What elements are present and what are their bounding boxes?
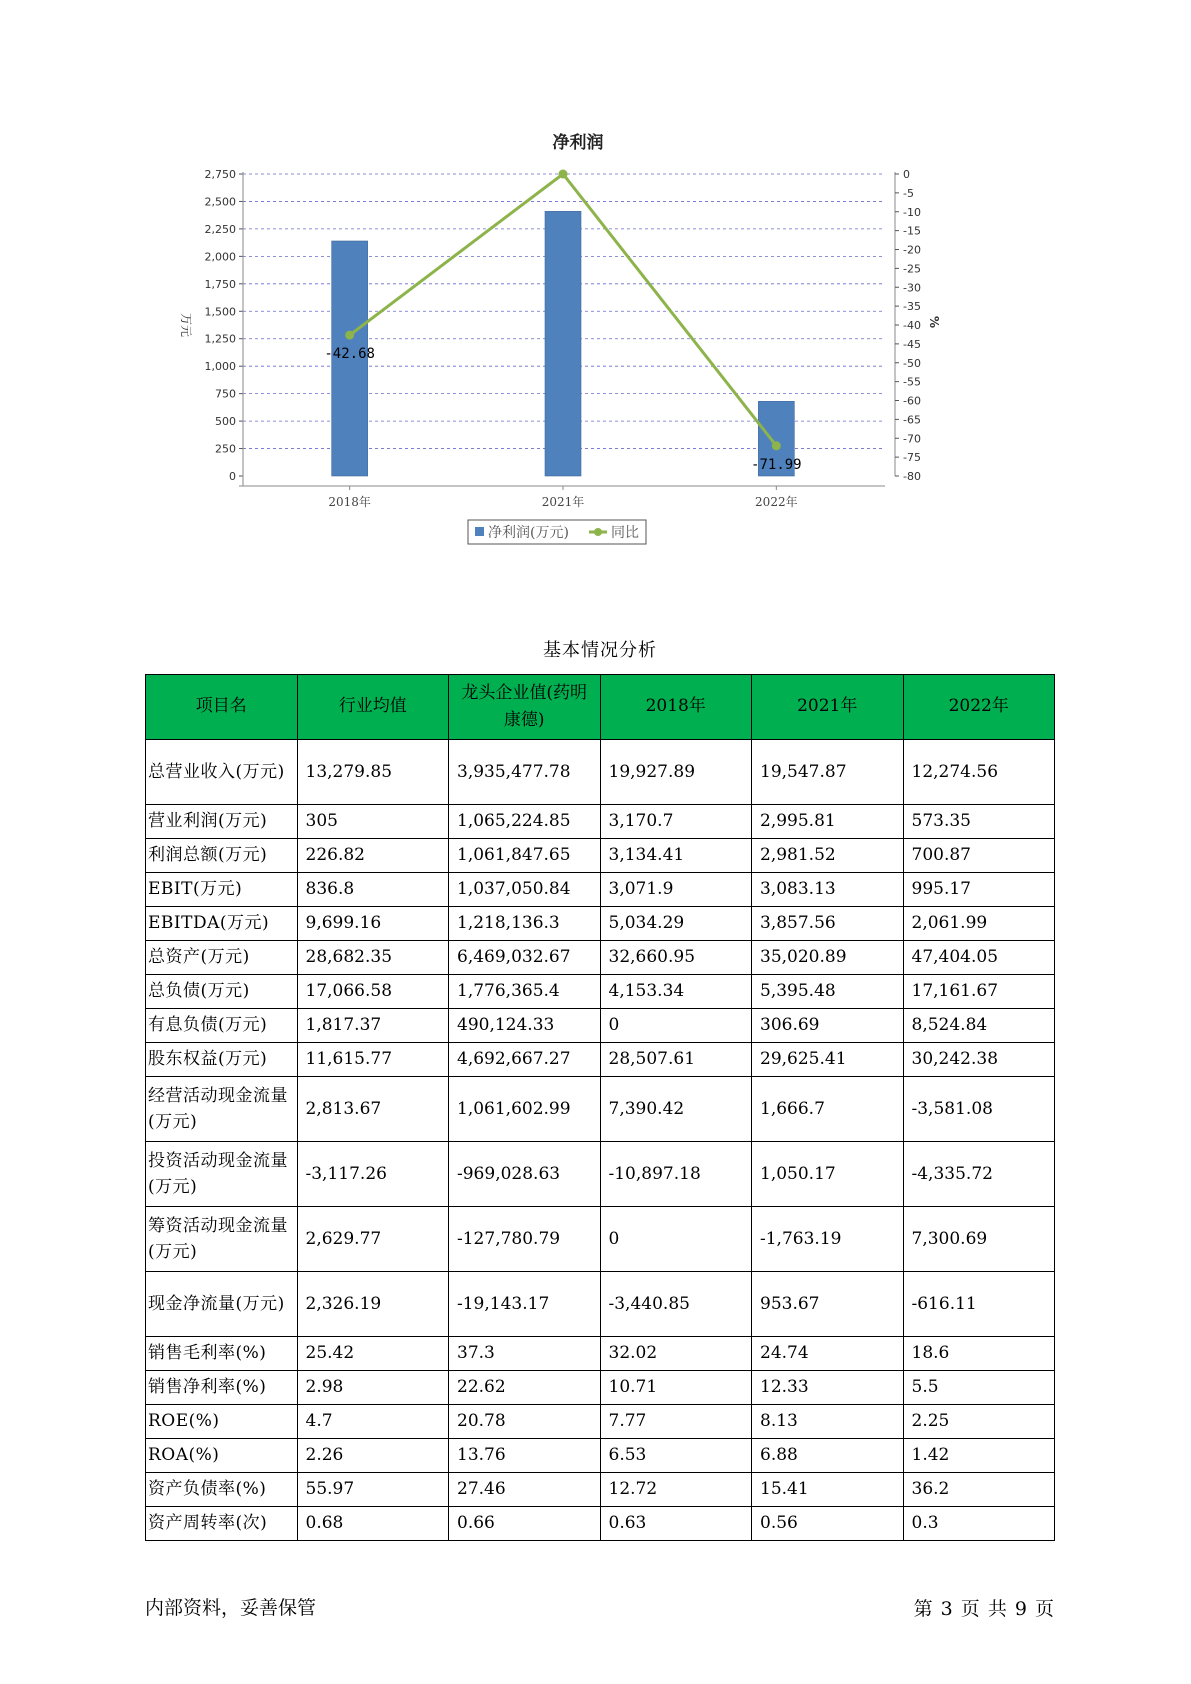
table-cell: 306.69 bbox=[752, 1009, 904, 1043]
table-row bbox=[146, 1077, 1055, 1142]
table-cell: 7,390.42 bbox=[600, 1077, 752, 1142]
table-cell: -3,440.85 bbox=[600, 1272, 752, 1337]
y-tick-label: 0 bbox=[229, 470, 236, 483]
data-label-yoy: -71.99 bbox=[751, 456, 802, 473]
table-body bbox=[146, 740, 1055, 1541]
header-2018: 2018年 bbox=[600, 675, 752, 740]
y2-tick-label: -75 bbox=[903, 451, 921, 465]
table-cell: 2,629.77 bbox=[297, 1207, 449, 1272]
y2-tick-label: -5 bbox=[903, 186, 914, 200]
row-label: 筹资活动现金流量(万元) bbox=[146, 1207, 298, 1272]
table-cell: 35,020.89 bbox=[752, 941, 904, 975]
table-row bbox=[146, 1405, 1055, 1439]
y-tick-label: 1,500 bbox=[204, 305, 236, 319]
table-cell: 1,061,847.65 bbox=[449, 839, 601, 873]
table-cell: 1,061,602.99 bbox=[449, 1077, 601, 1142]
table-cell: 7.77 bbox=[600, 1405, 752, 1439]
table-cell: 5,395.48 bbox=[752, 975, 904, 1009]
row-label: ROE(%) bbox=[146, 1405, 298, 1439]
legend-swatch-bar bbox=[475, 527, 484, 536]
table-header-row bbox=[146, 675, 1055, 740]
row-label: 营业利润(万元) bbox=[146, 805, 298, 839]
table-row bbox=[146, 805, 1055, 839]
table-cell: 8.13 bbox=[752, 1405, 904, 1439]
row-label: ROA(%) bbox=[146, 1439, 298, 1473]
table-cell: 36.2 bbox=[903, 1473, 1055, 1507]
legend-label-bar: 净利润(万元) bbox=[488, 525, 569, 541]
chart-canvas bbox=[170, 130, 1010, 590]
row-label: 资产负债率(%) bbox=[146, 1473, 298, 1507]
row-label: 销售净利率(%) bbox=[146, 1371, 298, 1405]
table-title: 基本情况分析 bbox=[543, 640, 657, 661]
y-tick-label: 750 bbox=[215, 387, 236, 401]
table-cell: 4,692,667.27 bbox=[449, 1043, 601, 1077]
table-cell: 7,300.69 bbox=[903, 1207, 1055, 1272]
table-cell: 4,153.34 bbox=[600, 975, 752, 1009]
y-tick-label: 1,750 bbox=[204, 277, 236, 291]
table-cell: 13.76 bbox=[449, 1439, 601, 1473]
row-label: 有息负债(万元) bbox=[146, 1009, 298, 1043]
table-cell: 17,161.67 bbox=[903, 975, 1055, 1009]
table-cell: 0.68 bbox=[297, 1507, 449, 1541]
table-cell: 11,615.77 bbox=[297, 1043, 449, 1077]
table-cell: 2,326.19 bbox=[297, 1272, 449, 1337]
table-row bbox=[146, 1473, 1055, 1507]
bar-net-profit bbox=[545, 211, 581, 476]
y-tick-label: 1,000 bbox=[204, 360, 236, 374]
table-cell: 37.3 bbox=[449, 1337, 601, 1371]
table-row bbox=[146, 1207, 1055, 1272]
y-axis-label: 万元 bbox=[179, 312, 193, 338]
header-industry-avg: 行业均值 bbox=[297, 675, 449, 740]
table-cell: 3,071.9 bbox=[600, 873, 752, 907]
table-cell: 2.98 bbox=[297, 1371, 449, 1405]
table-cell: -127,780.79 bbox=[449, 1207, 601, 1272]
y2-tick-label: -55 bbox=[903, 375, 921, 389]
net-profit-chart bbox=[170, 130, 1010, 590]
table-cell: 3,935,477.78 bbox=[449, 740, 601, 805]
row-label: 股东权益(万元) bbox=[146, 1043, 298, 1077]
table-row bbox=[146, 873, 1055, 907]
table-cell: 19,927.89 bbox=[600, 740, 752, 805]
table-cell: 32,660.95 bbox=[600, 941, 752, 975]
point-yoy bbox=[559, 170, 568, 179]
y-tick-label: 2,250 bbox=[204, 222, 236, 236]
table-row bbox=[146, 1043, 1055, 1077]
table-row bbox=[146, 1507, 1055, 1541]
table-cell: 6,469,032.67 bbox=[449, 941, 601, 975]
table-cell: 1,776,365.4 bbox=[449, 975, 601, 1009]
header-2021: 2021年 bbox=[752, 675, 904, 740]
point-yoy bbox=[772, 441, 781, 450]
table-cell: 0.63 bbox=[600, 1507, 752, 1541]
table-cell: 3,134.41 bbox=[600, 839, 752, 873]
table-cell: 836.8 bbox=[297, 873, 449, 907]
table-cell: 953.67 bbox=[752, 1272, 904, 1337]
chart-title: 净利润 bbox=[552, 133, 604, 153]
table-cell: 12.72 bbox=[600, 1473, 752, 1507]
footer-page-number: 第 3 页 共 9 页 bbox=[913, 1598, 1054, 1620]
y-tick-label: 1,250 bbox=[204, 332, 236, 346]
table-cell: 2,981.52 bbox=[752, 839, 904, 873]
x-tick-label: 2021年 bbox=[541, 495, 585, 509]
table-cell: 13,279.85 bbox=[297, 740, 449, 805]
y-tick-label: 2,750 bbox=[204, 168, 236, 181]
table-cell: 25.42 bbox=[297, 1337, 449, 1371]
row-label: 总资产(万元) bbox=[146, 941, 298, 975]
basic-analysis-table bbox=[145, 674, 1055, 1541]
table-cell: 2.26 bbox=[297, 1439, 449, 1473]
table-cell: 0 bbox=[600, 1207, 752, 1272]
table-cell: -3,581.08 bbox=[903, 1077, 1055, 1142]
y2-tick-label: -65 bbox=[903, 413, 921, 427]
y2-tick-label: -45 bbox=[903, 337, 921, 351]
table-cell: 15.41 bbox=[752, 1473, 904, 1507]
table-cell: 10.71 bbox=[600, 1371, 752, 1405]
y2-axis-label: % bbox=[927, 315, 941, 329]
table-cell: 19,547.87 bbox=[752, 740, 904, 805]
legend-swatch-point bbox=[594, 528, 602, 536]
table-cell: 12.33 bbox=[752, 1371, 904, 1405]
x-tick-label: 2022年 bbox=[755, 495, 798, 509]
table-cell: 4.7 bbox=[297, 1405, 449, 1439]
table-cell: 0.66 bbox=[449, 1507, 601, 1541]
table-row bbox=[146, 941, 1055, 975]
table-cell: 27.46 bbox=[449, 1473, 601, 1507]
table-cell: 12,274.56 bbox=[903, 740, 1055, 805]
row-label: 投资活动现金流量(万元) bbox=[146, 1142, 298, 1207]
row-label: EBITDA(万元) bbox=[146, 907, 298, 941]
table-cell: 47,404.05 bbox=[903, 941, 1055, 975]
table-cell: 3,170.7 bbox=[600, 805, 752, 839]
row-label: 总负债(万元) bbox=[146, 975, 298, 1009]
table-row bbox=[146, 1371, 1055, 1405]
table-cell: 22.62 bbox=[449, 1371, 601, 1405]
table-row bbox=[146, 1337, 1055, 1371]
table-cell: 1,050.17 bbox=[752, 1142, 904, 1207]
table-row bbox=[146, 975, 1055, 1009]
table-cell: 1,218,136.3 bbox=[449, 907, 601, 941]
table-cell: 0.3 bbox=[903, 1507, 1055, 1541]
table-cell: 1,037,050.84 bbox=[449, 873, 601, 907]
row-label: 资产周转率(次) bbox=[146, 1507, 298, 1541]
row-label: EBIT(万元) bbox=[146, 873, 298, 907]
header-item-name: 项目名 bbox=[146, 675, 298, 740]
table-cell: 700.87 bbox=[903, 839, 1055, 873]
table-cell: 30,242.38 bbox=[903, 1043, 1055, 1077]
row-label: 现金净流量(万元) bbox=[146, 1272, 298, 1337]
y2-tick-label: -15 bbox=[903, 224, 921, 238]
table-cell: -10,897.18 bbox=[600, 1142, 752, 1207]
data-label-yoy: -42.68 bbox=[324, 346, 375, 363]
y2-tick-label: -25 bbox=[903, 262, 921, 276]
table-row bbox=[146, 839, 1055, 873]
table-cell: 5,034.29 bbox=[600, 907, 752, 941]
table-cell: 305 bbox=[297, 805, 449, 839]
table-cell: 0 bbox=[600, 1009, 752, 1043]
y2-tick-label: -30 bbox=[903, 281, 921, 295]
table-cell: 2,061.99 bbox=[903, 907, 1055, 941]
legend-label-line: 同比 bbox=[611, 525, 639, 541]
table-row bbox=[146, 1439, 1055, 1473]
row-label: 利润总额(万元) bbox=[146, 839, 298, 873]
table-cell: 573.35 bbox=[903, 805, 1055, 839]
table-cell: 3,857.56 bbox=[752, 907, 904, 941]
table-cell: -4,335.72 bbox=[903, 1142, 1055, 1207]
y2-tick-label: -35 bbox=[903, 300, 921, 314]
table-cell: 17,066.58 bbox=[297, 975, 449, 1009]
table-cell: 490,124.33 bbox=[449, 1009, 601, 1043]
table-cell: 9,699.16 bbox=[297, 907, 449, 941]
table-cell: -19,143.17 bbox=[449, 1272, 601, 1337]
table-cell: 995.17 bbox=[903, 873, 1055, 907]
y2-tick-label: -40 bbox=[903, 319, 921, 332]
row-label: 总营业收入(万元) bbox=[146, 740, 298, 805]
table-cell: -969,028.63 bbox=[449, 1142, 601, 1207]
table-cell: 1,666.7 bbox=[752, 1077, 904, 1142]
table-cell: 6.88 bbox=[752, 1439, 904, 1473]
table-row bbox=[146, 907, 1055, 941]
y-tick-label: 2,000 bbox=[204, 250, 236, 264]
x-tick-label: 2018年 bbox=[328, 495, 371, 509]
table-row bbox=[146, 1272, 1055, 1337]
table-cell: 24.74 bbox=[752, 1337, 904, 1371]
table-cell: 226.82 bbox=[297, 839, 449, 873]
table-cell: 1.42 bbox=[903, 1439, 1055, 1473]
y2-tick-label: -10 bbox=[903, 205, 921, 219]
table-cell: 5.5 bbox=[903, 1371, 1055, 1405]
table-cell: 28,507.61 bbox=[600, 1043, 752, 1077]
table-cell: 28,682.35 bbox=[297, 941, 449, 975]
y2-tick-label: -80 bbox=[903, 470, 921, 483]
table-cell: 20.78 bbox=[449, 1405, 601, 1439]
y-tick-label: 250 bbox=[215, 442, 236, 456]
table-cell: 8,524.84 bbox=[903, 1009, 1055, 1043]
point-yoy bbox=[345, 331, 354, 340]
y-tick-label: 2,500 bbox=[204, 195, 236, 209]
table-cell: -616.11 bbox=[903, 1272, 1055, 1337]
footer-confidential-note: 内部资料，妥善保管 bbox=[145, 1597, 317, 1619]
table-row bbox=[146, 1009, 1055, 1043]
row-label: 经营活动现金流量(万元) bbox=[146, 1077, 298, 1142]
table-cell: -1,763.19 bbox=[752, 1207, 904, 1272]
table-cell: 1,065,224.85 bbox=[449, 805, 601, 839]
header-2022: 2022年 bbox=[903, 675, 1055, 740]
y2-tick-label: -70 bbox=[903, 432, 921, 446]
y2-tick-label: 0 bbox=[903, 168, 910, 181]
y-tick-label: 500 bbox=[215, 415, 236, 429]
y2-tick-label: -60 bbox=[903, 394, 921, 408]
table-cell: 2.25 bbox=[903, 1405, 1055, 1439]
table-cell: 55.97 bbox=[297, 1473, 449, 1507]
table-cell: -3,117.26 bbox=[297, 1142, 449, 1207]
table-cell: 3,083.13 bbox=[752, 873, 904, 907]
table-cell: 2,813.67 bbox=[297, 1077, 449, 1142]
y2-tick-label: -20 bbox=[903, 243, 921, 257]
table-cell: 0.56 bbox=[752, 1507, 904, 1541]
header-leader-value: 龙头企业值(药明康德) bbox=[449, 675, 601, 740]
table-row bbox=[146, 1142, 1055, 1207]
table-cell: 18.6 bbox=[903, 1337, 1055, 1371]
table-cell: 6.53 bbox=[600, 1439, 752, 1473]
table-cell: 32.02 bbox=[600, 1337, 752, 1371]
table-cell: 1,817.37 bbox=[297, 1009, 449, 1043]
table-cell: 29,625.41 bbox=[752, 1043, 904, 1077]
table-row bbox=[146, 740, 1055, 805]
row-label: 销售毛利率(%) bbox=[146, 1337, 298, 1371]
table-cell: 2,995.81 bbox=[752, 805, 904, 839]
y2-tick-label: -50 bbox=[903, 356, 921, 370]
